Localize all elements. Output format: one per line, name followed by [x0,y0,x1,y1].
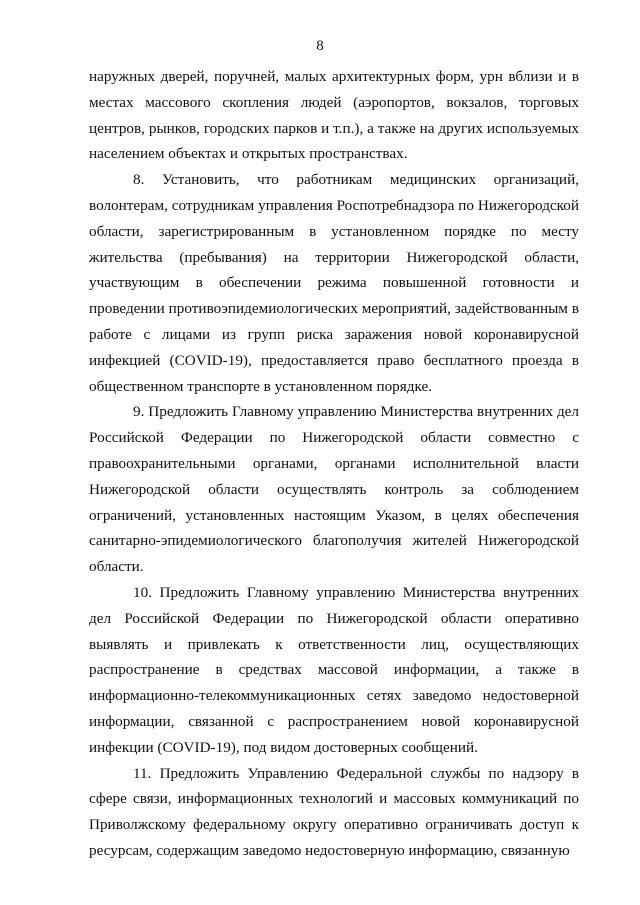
paragraph-item-11: 11. Предложить Управлению Федеральной службы по надзору в сфере связи, информационных технологий и массовых коммуникаций по Приволжскому федеральному округу оперативно ограничивать доступ к ресурсам, содержащим заведомо недостоверную информацию, связанную [89,764,579,859]
paragraph-item-10: 10. Предложить Главному управлению Министерства внутренних дел Российской Федерации по Нижегородской области оперативно выявлять и привлекать к ответственности лиц, осуществляющих распространение в средствах массовой информации, а также в информационно-телекоммуникационных сетях заведомо недостоверной информации, связанной с распространением новой коронавирусной инфекции (COVID-19), под видом достоверных сообщений. [89,583,579,756]
paragraph-item-8: 8. Установить, что работникам медицинских организаций, волонтерам, сотрудникам управления Роспотребнадзора по Нижегородской области, зарегистрированным в установленном порядке по месту жительства (пребывания) на территории Нижегородской области, участвующим в обеспечении режима повышенной готовности и проведении противоэпидемиологических мероприятий, задействованным в работе с лицами из групп риска заражения новой коронавирусной инфекцией (COVID-19), предоставляется право бесплатного проезда в общественном транспорте в установленном порядке. [89,171,579,395]
document-body [89,64,579,864]
page-number: 8 [316,38,324,54]
paragraph-continuation: наружных дверей, поручней, малых архитектурных форм, урн вблизи и в местах массового скопления людей (аэропортов, вокзалов, торговых центров, рынков, городских парков и т.п.), а также на других используемых населением объектах и открытых пространствах. [89,68,579,163]
paragraph-item-9: 9. Предложить Главному управлению Министерства внутренних дел Российской Федерации по Нижегородской области совместно с правоохранительными органами, органами исполнительной власти Нижегородской области осуществлять контроль за соблюдением ограничений, установленных настоящим Указом, в целях обеспечения санитарно-эпидемиологического благополучия жителей Нижегородской области. [89,403,579,576]
